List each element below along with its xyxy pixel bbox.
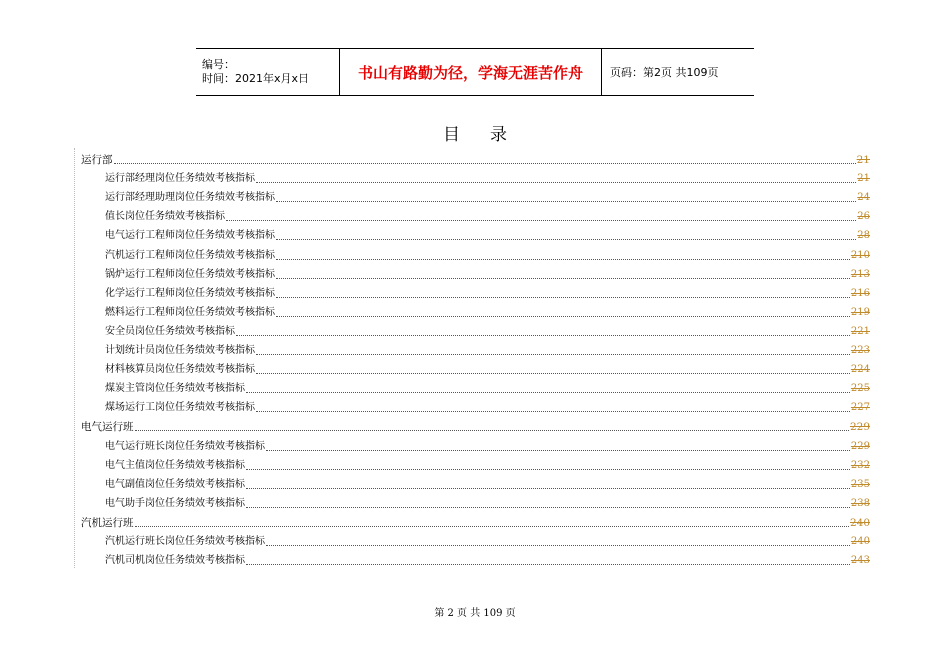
toc-entry-page[interactable]: 24 bbox=[857, 192, 870, 204]
toc-entry-label: 燃料运行工程师岗位任务绩效考核指标 bbox=[105, 306, 275, 318]
toc-entry-label: 材料核算员岗位任务绩效考核指标 bbox=[105, 364, 255, 376]
toc-entry[interactable] bbox=[105, 549, 870, 568]
toc-dot-leader bbox=[266, 449, 850, 451]
toc-entry-label: 电气助手岗位任务绩效考核指标 bbox=[105, 497, 245, 509]
toc-entry-label: 汽机运行班 bbox=[81, 516, 134, 529]
toc-entry-page[interactable]: 238 bbox=[850, 497, 870, 509]
toc-dot-leader bbox=[256, 410, 850, 412]
toc-title: 目录 bbox=[443, 125, 537, 145]
toc-dot-leader bbox=[256, 372, 850, 374]
toc-entry[interactable] bbox=[105, 473, 870, 492]
toc-entry[interactable] bbox=[105, 263, 870, 282]
toc-entry-label: 运行部 bbox=[81, 154, 113, 166]
document-number-label: 编号： bbox=[202, 58, 235, 71]
toc-entry-page[interactable]: 232 bbox=[850, 459, 870, 471]
toc-entry-page[interactable]: 227 bbox=[850, 402, 870, 414]
toc-entry-page[interactable]: 243 bbox=[850, 555, 870, 567]
toc-dot-leader bbox=[226, 219, 856, 221]
toc-dot-leader bbox=[135, 429, 849, 431]
toc-entry[interactable] bbox=[105, 377, 870, 396]
toc-entry[interactable] bbox=[105, 358, 870, 377]
toc-entry-page[interactable]: 213 bbox=[850, 268, 870, 280]
toc-entry-label: 电气运行班 bbox=[81, 421, 134, 434]
toc-entry-page[interactable]: 229 bbox=[850, 440, 870, 452]
toc-entry[interactable] bbox=[105, 205, 870, 224]
toc-dot-leader bbox=[256, 353, 850, 355]
toc-entry[interactable] bbox=[105, 301, 870, 320]
header-motto: 书山有路勤为径，学海无涯苦作舟 bbox=[339, 49, 602, 95]
toc-entry-label: 煤炭主管岗位任务绩效考核指标 bbox=[105, 383, 245, 395]
toc-entry-page[interactable]: 235 bbox=[850, 478, 870, 490]
toc-entry-page[interactable]: 229 bbox=[849, 421, 870, 434]
toc-dot-leader bbox=[276, 258, 850, 260]
toc-entry[interactable] bbox=[105, 320, 870, 339]
toc-entry[interactable] bbox=[105, 396, 870, 415]
toc-entry-page[interactable]: 219 bbox=[850, 306, 870, 318]
toc-dot-leader bbox=[236, 334, 850, 336]
toc-entry[interactable] bbox=[105, 454, 870, 473]
toc-entry-page[interactable]: 223 bbox=[850, 345, 870, 356]
toc-entry-page[interactable]: 210 bbox=[850, 249, 870, 261]
toc-entry[interactable] bbox=[105, 282, 870, 301]
toc-dot-leader bbox=[246, 506, 850, 508]
toc-dot-leader bbox=[276, 315, 850, 317]
toc-entry-label: 电气运行工程师岗位任务绩效考核指标 bbox=[105, 230, 275, 242]
toc-dot-leader bbox=[256, 181, 856, 183]
toc-dot-leader bbox=[246, 391, 850, 393]
toc-entry[interactable] bbox=[105, 530, 870, 549]
toc-dot-leader bbox=[246, 487, 850, 489]
toc-entry[interactable] bbox=[105, 244, 870, 263]
toc-dot-leader bbox=[266, 544, 850, 546]
toc-entry-label: 电气副值岗位任务绩效考核指标 bbox=[105, 478, 245, 490]
toc-entry-label: 运行部经理岗位任务绩效考核指标 bbox=[105, 173, 255, 185]
toc-entry[interactable] bbox=[81, 148, 870, 167]
toc-entry-label: 锅炉运行工程师岗位任务绩效考核指标 bbox=[105, 268, 275, 280]
toc-entry[interactable] bbox=[105, 435, 870, 454]
toc-entry[interactable] bbox=[105, 339, 870, 358]
toc-dot-leader bbox=[276, 200, 856, 202]
toc-entry-page[interactable]: 21 bbox=[857, 173, 870, 185]
toc-entry-page[interactable]: 221 bbox=[850, 325, 870, 337]
page-header bbox=[196, 48, 754, 96]
toc-entry-page[interactable]: 240 bbox=[849, 516, 870, 529]
toc-entry-page[interactable]: 224 bbox=[850, 364, 870, 376]
toc-entry-label: 电气主值岗位任务绩效考核指标 bbox=[105, 459, 245, 471]
toc-entry-label: 运行部经理助理岗位任务绩效考核指标 bbox=[105, 192, 275, 204]
document-time: 时间：2021年x月x日 bbox=[202, 72, 310, 85]
toc-dot-leader bbox=[246, 468, 850, 470]
header-meta bbox=[196, 49, 339, 95]
toc-entry-page[interactable]: 225 bbox=[850, 383, 870, 395]
toc-entry-page[interactable]: 21 bbox=[856, 154, 870, 166]
toc-entry[interactable] bbox=[105, 186, 870, 205]
toc-dot-leader bbox=[246, 563, 850, 565]
toc-entry-label: 化学运行工程师岗位任务绩效考核指标 bbox=[105, 287, 275, 299]
toc-entry-label: 安全员岗位任务绩效考核指标 bbox=[105, 325, 235, 337]
toc-entry-label: 汽机司机岗位任务绩效考核指标 bbox=[105, 555, 245, 567]
toc-entry-label: 汽机运行班长岗位任务绩效考核指标 bbox=[105, 536, 265, 547]
toc-entry[interactable] bbox=[105, 492, 870, 511]
toc-entry[interactable] bbox=[81, 511, 870, 530]
toc-dot-leader bbox=[114, 162, 856, 164]
toc-entry-page[interactable]: 216 bbox=[850, 287, 870, 299]
header-page-code: 页码：第2页 共109页 bbox=[610, 66, 719, 79]
page-footer: 第 2 页 共 109 页 bbox=[434, 608, 516, 619]
toc-entry-label: 电气运行班长岗位任务绩效考核指标 bbox=[105, 440, 265, 452]
toc-entry[interactable] bbox=[105, 224, 870, 243]
toc-entry[interactable] bbox=[81, 415, 870, 434]
toc-entry-page[interactable]: 26 bbox=[857, 211, 870, 223]
toc-entry-label: 值长岗位任务绩效考核指标 bbox=[105, 211, 225, 223]
table-of-contents bbox=[74, 148, 870, 568]
toc-entry[interactable] bbox=[105, 167, 870, 186]
toc-entry-page[interactable]: 240 bbox=[850, 536, 870, 547]
toc-entry-label: 煤场运行工岗位任务绩效考核指标 bbox=[105, 402, 255, 414]
toc-dot-leader bbox=[135, 525, 849, 527]
toc-entry-label: 计划统计员岗位任务绩效考核指标 bbox=[105, 345, 255, 356]
toc-dot-leader bbox=[276, 296, 850, 298]
toc-dot-leader bbox=[276, 238, 856, 240]
toc-entry-page[interactable]: 28 bbox=[857, 230, 870, 242]
toc-entry-label: 汽机运行工程师岗位任务绩效考核指标 bbox=[105, 249, 275, 261]
toc-dot-leader bbox=[276, 277, 850, 279]
